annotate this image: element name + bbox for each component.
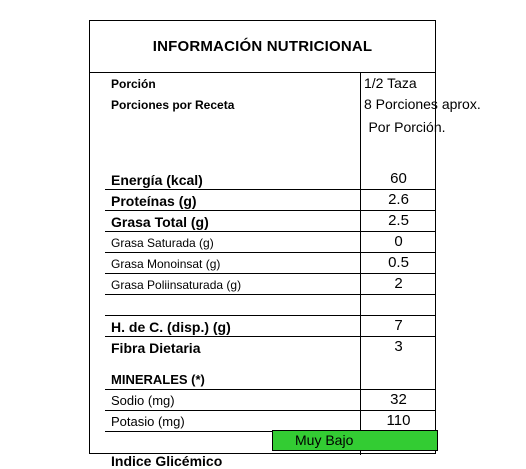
- dietary-fiber-value: 3: [394, 338, 403, 355]
- row-divider: [105, 410, 436, 411]
- protein-label: Proteínas (g): [111, 193, 197, 209]
- row-divider: [105, 210, 436, 211]
- energy-label: Energía (kcal): [111, 172, 203, 188]
- row-divider: [105, 294, 436, 295]
- carbohydrates-value: 7: [394, 317, 403, 334]
- per-serving-header: Por Porción.: [368, 119, 446, 135]
- polyunsaturated-fat-value: 2: [394, 275, 403, 292]
- sodium-label: Sodio (mg): [111, 393, 175, 408]
- portion-value: 1/2 Taza: [364, 75, 417, 91]
- portion-label: Porción: [111, 77, 156, 91]
- energy-value: 60: [390, 170, 407, 187]
- potassium-value: 110: [386, 412, 411, 429]
- row-divider: [105, 389, 436, 390]
- row-divider: [105, 315, 436, 316]
- row-divider: [105, 252, 436, 253]
- monounsaturated-fat-value: 0.5: [388, 254, 409, 271]
- carbohydrates-label: H. de C. (disp.) (g): [111, 319, 231, 335]
- minerals-heading: MINERALES (*): [111, 372, 205, 387]
- polyunsaturated-fat-label: Grasa Poliinsaturada (g): [111, 278, 242, 292]
- glycemic-index-value: Muy Bajo: [272, 430, 438, 451]
- saturated-fat-label: Grasa Saturada (g): [111, 236, 214, 250]
- sodium-value: 32: [390, 391, 407, 408]
- row-divider: [105, 336, 436, 337]
- panel-title: INFORMACIÓN NUTRICIONAL: [90, 21, 435, 73]
- saturated-fat-value: 0: [394, 233, 403, 250]
- dietary-fiber-label: Fibra Dietaria: [111, 340, 201, 356]
- servings-label: Porciones por Receta: [111, 98, 235, 112]
- servings-value: 8 Porciones aprox.: [364, 96, 481, 112]
- total-fat-value: 2.5: [388, 212, 409, 229]
- total-fat-label: Grasa Total (g): [111, 214, 209, 230]
- nutrition-table: [105, 73, 481, 469]
- monounsaturated-fat-label: Grasa Monoinsat (g): [111, 257, 221, 271]
- protein-value: 2.6: [388, 191, 409, 208]
- glycemic-index-label: Indice Glicémico: [111, 453, 223, 469]
- row-divider: [105, 231, 436, 232]
- nutrition-panel: [89, 20, 481, 469]
- row-divider: [105, 189, 436, 190]
- potassium-label: Potasio (mg): [111, 414, 185, 429]
- row-divider: [105, 273, 436, 274]
